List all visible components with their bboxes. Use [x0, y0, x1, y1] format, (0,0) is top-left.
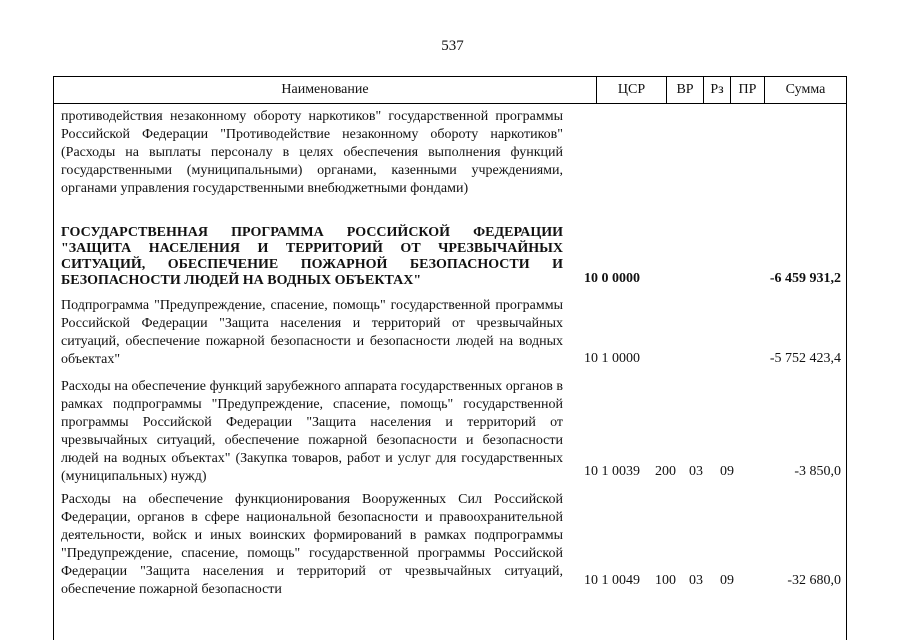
row-name: противодействия незаконному обороту наркотиков" государственной программы Российской Федерации "Противодействие незаконному обороту наркотиков" (Расходы на выплаты персоналу в целях обеспечения выполнения функций государственными (муниципальными) органами, казенными учреждениями, органами управления государственными внебюджетными фондами) — [61, 109, 563, 196]
row-rz: 03 — [689, 573, 703, 588]
row-sum: -6 459 931,2 — [769, 271, 841, 286]
row-vr: 200 — [655, 464, 676, 479]
table-border-left — [53, 104, 54, 640]
row-name: Расходы на обеспечение функций зарубежного аппарата государственных органов в рамках подпрограммы "Предупреждение, спасение, помощь" государственной программы Российской Федерации "Защита населения и территорий от чрезвычайных ситуаций, обеспечение пожарной безопасности и безопасности людей на водных объектах" (Закупка товаров, работ и услуг для государственных (муниципальных) нужд) — [61, 379, 563, 484]
header-vr: ВР — [666, 77, 703, 103]
row-csr: 10 1 0039 — [584, 464, 640, 479]
page-number: 537 — [441, 38, 464, 54]
row-name: Подпрограмма "Предупреждение, спасение, помощь" государственной программы Российской Федерации "Защита населения и территорий от чрезвычайных ситуаций, обеспечение пожарной безопасности и безопасности людей на водных объектах" — [61, 298, 563, 367]
row-csr: 10 1 0049 — [584, 573, 640, 588]
row-pr: 09 — [720, 573, 734, 588]
row-pr: 09 — [720, 464, 734, 479]
row-sum: -32 680,0 — [787, 573, 841, 588]
row-rz: 03 — [689, 464, 703, 479]
header-rz: Рз — [703, 77, 730, 103]
row-sum: -3 850,0 — [794, 464, 841, 479]
header-csr: ЦСР — [596, 77, 666, 103]
row-name: ГОСУДАРСТВЕННАЯ ПРОГРАММА РОССИЙСКОЙ ФЕДЕРАЦИИ "ЗАЩИТА НАСЕЛЕНИЯ И ТЕРРИТОРИЙ ОТ ЧРЕЗВЫЧАЙНЫХ СИТУАЦИЙ, ОБЕСПЕЧЕНИЕ ПОЖАРНОЙ БЕЗОПАСНОСТИ И БЕЗОПАСНОСТИ ЛЮДЕЙ НА ВОДНЫХ ОБЪЕКТАХ" — [61, 225, 563, 288]
row-csr: 10 1 0000 — [584, 351, 640, 366]
row-sum: -5 752 423,4 — [769, 351, 841, 366]
table-border-right — [846, 104, 847, 640]
header-sum: Сумма — [764, 77, 846, 103]
header-pr: ПР — [730, 77, 764, 103]
row-csr: 10 0 0000 — [584, 271, 640, 286]
row-name: Расходы на обеспечение функционирования Вооруженных Сил Российской Федерации, органов в сфере национальной безопасности и правоохранительной деятельности, войск и иных воинских формирований в рамках подпрограммы "Предупреждение, спасение, помощь" государственной программы Российской Федерации "Защита населения и территорий от чрезвычайных ситуаций, обеспечение пожарной безопасности — [61, 492, 563, 597]
header-name: Наименование — [281, 82, 369, 97]
row-vr: 100 — [655, 573, 676, 588]
table-header — [53, 76, 847, 104]
